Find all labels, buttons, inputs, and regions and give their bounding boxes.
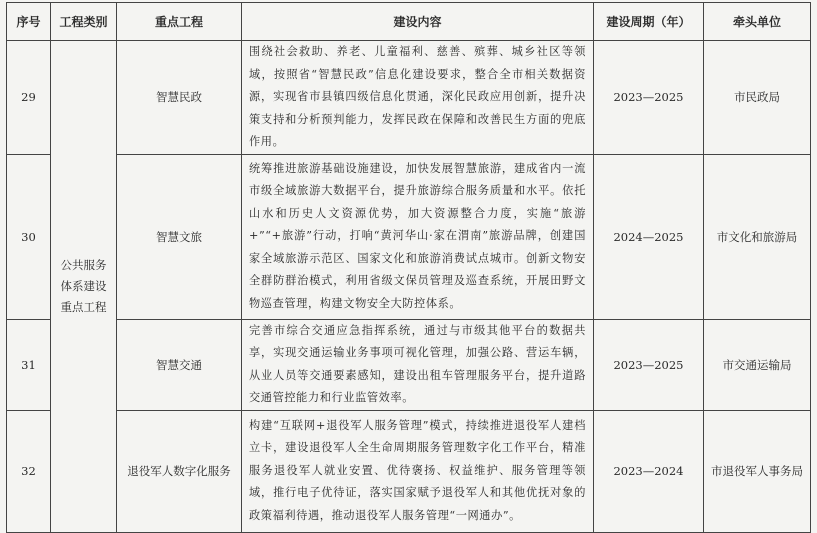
- header-project: 重点工程: [117, 3, 242, 41]
- row-no: 32: [7, 410, 51, 532]
- row-unit: 市交通运输局: [704, 319, 811, 410]
- projects-table: [6, 2, 811, 533]
- header-unit: 牵头单位: [704, 3, 811, 41]
- header-category: 工程类别: [51, 3, 117, 41]
- table-row: [7, 154, 811, 319]
- header-content: 建设内容: [242, 3, 594, 41]
- header-row: [7, 3, 811, 41]
- row-project: 退役军人数字化服务: [117, 410, 242, 532]
- category-cell: 公共服务体系建设重点工程: [51, 41, 117, 533]
- row-unit: 市文化和旅游局: [704, 154, 811, 319]
- table-row: [7, 410, 811, 532]
- row-project: 智慧文旅: [117, 154, 242, 319]
- row-no: 29: [7, 41, 51, 155]
- table-row: [7, 319, 811, 410]
- header-no: 序号: [7, 3, 51, 41]
- row-unit: 市退役军人事务局: [704, 410, 811, 532]
- row-project: 智慧交通: [117, 319, 242, 410]
- row-content: 统筹推进旅游基础设施建设，加快发展智慧旅游，建成省内一流市级全域旅游大数据平台，提升旅游综合服务质量和水平。依托山水和历史人文资源优势，加大资源整合力度，实施“旅游+”“+旅游”行动，打响“黄河华山·家在渭南”旅游品牌，创建国家全域旅游示范区、国家文化和旅游消费试点城市。创新文物安全群防群治模式，利用省级文保员管理及巡查系统，开展田野文物巡查管理，构建文物安全大防控体系。: [242, 154, 594, 319]
- header-period: 建设周期（年）: [594, 3, 704, 41]
- row-period: 2023—2025: [594, 41, 704, 155]
- row-period: 2024—2025: [594, 154, 704, 319]
- row-project: 智慧民政: [117, 41, 242, 155]
- table-row: [7, 41, 811, 155]
- row-unit: 市民政局: [704, 41, 811, 155]
- row-no: 30: [7, 154, 51, 319]
- row-content: 构建“互联网+退役军人服务管理”模式，持续推进退役军人建档立卡，建设退役军人全生命周期服务管理数字化工作平台，精准服务退役军人就业安置、优待褒扬、权益维护、服务管理等领域，推行电子优待证，落实国家赋予退役军人和其他优抚对象的政策福利待遇，推动退役军人服务管理“一网通办”。: [242, 410, 594, 532]
- row-period: 2023—2024: [594, 410, 704, 532]
- row-content: 围绕社会救助、养老、儿童福利、慈善、殡葬、城乡社区等领域，按照省“智慧民政”信息化建设要求，整合全市相关数据资源，实现省市县镇四级信息化贯通，深化民政应用创新，提升决策支持和分析预判能力，发挥民政在保障和改善民生方面的兜底作用。: [242, 41, 594, 155]
- row-period: 2023—2025: [594, 319, 704, 410]
- row-no: 31: [7, 319, 51, 410]
- row-content: 完善市综合交通应急指挥系统，通过与市级其他平台的数据共享，实现交通运输业务事项可视化管理，加强公路、营运车辆，从业人员等交通要素感知，建设出租车管理服务平台，提升道路交通管控能力和行业监管效率。: [242, 319, 594, 410]
